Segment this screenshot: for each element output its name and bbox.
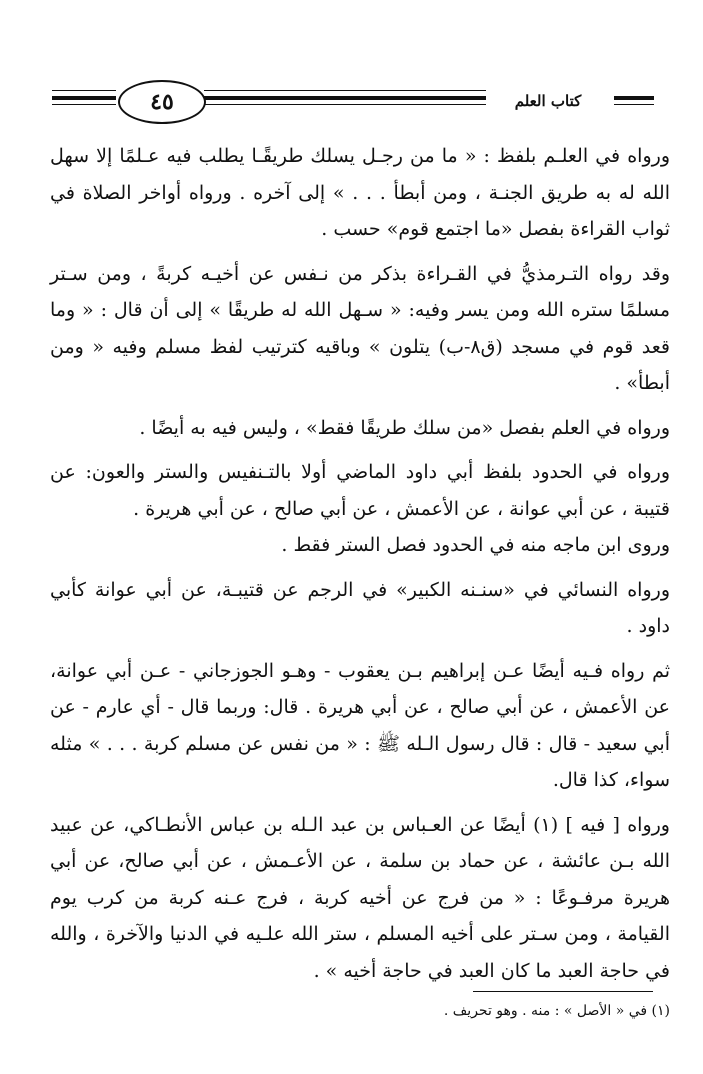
footnote-divider — [473, 991, 653, 992]
header-rule-left-bold — [52, 96, 116, 100]
header-rule-middle-lower — [204, 104, 486, 105]
paragraph: ورواه في العلـم بلفظ : « ما من رجـل يسلك طريقًـا يطلب فيه عـلمًا إلا سهل الله له به طريق الجنـة ، ومن أبطأ . . . » إلى آخره . ورواه أواخر الصلاة في ثواب القراءة بفصل «ما اجتمع قوم» حسب . — [50, 145, 670, 240]
header-rule-middle — [204, 90, 486, 91]
page-body — [50, 138, 670, 989]
page-number: ٤٥ — [118, 80, 206, 124]
book-title: كتاب العلم — [514, 92, 582, 110]
header-rule-left — [52, 90, 116, 91]
paragraph: ورواه في الحدود بلفظ أبي داود الماضي أولا بالتـنفيس والستر والعون: عن قتيبة ، عن أبي عوانة ، عن الأعمش ، عن أبي صالح ، عن أبي هريرة . — [50, 461, 670, 520]
paragraph: ورواه في العلم بفصل «من سلك طريقًا فقط» ، وليس فيه به أيضًا . — [139, 416, 670, 439]
header-rule-middle-bold — [204, 96, 486, 100]
page-header — [0, 70, 703, 130]
footnote: (١) في « الأصل » : منه . وهو تحريف . — [443, 1003, 670, 1019]
header-rule-right — [614, 96, 654, 100]
paragraph: ورواه [ فيه ] (١) أيضًا عن العـباس بن عبد الـله بن عباس الأنطـاكي، عن عبيد الله بـن عائشة ، عن حماد بن سلمة ، عن الأعـمش ، عن أبي صالح، عن أبي هريرة مرفـوعًا : « من فرج عن أخيه كربة ، فرج عـنه كربة من كرب يوم القيامة ، ومن سـتر على أخيه المسلم ، ستر الله علـيه في الدنيا والآخرة ، والله في حاجة العبد ما كان العبد في حاجة أخيه » . — [50, 813, 670, 982]
header-rule-right-lower — [614, 104, 654, 105]
header-rule-left-lower — [52, 104, 116, 105]
paragraph: وقد رواه التـرمذيُّ في القـراءة بذكر من نـفس عن أخيـه كربةً ، ومن سـتر مسلمًا ستره الله ومن يسر وفيه: « سـهل الله له طريقًا » إلى أن قال : « وما قعد قوم في مسجد (ق٨-ب) يتلون » وباقيه كترتيب لفظ مسلم وفيه « ومن أبطأ» . — [50, 262, 670, 394]
paragraph: ثم رواه فـيه أيضًا عـن إبراهيم بـن يعقوب - وهـو الجوزجاني - عـن أبي عوانة، عن الأعمش ، عن أبي صالح ، عن أبي هريرة . قال: وربما قال - أي عارم - عن أبي سعيد - قال : قال رسول الـله ﷺ : « من نفس عن مسلم كربة . . . » مثله سواء، كذا قال. — [50, 659, 670, 791]
paragraph: وروى ابن ماجه منه في الحدود فصل الستر فقط . — [281, 534, 670, 556]
paragraph: ورواه النسائي في «سنـنه الكبير» في الرجم عن قتيبـة، عن أبي عوانة كأبي داود . — [50, 578, 670, 637]
